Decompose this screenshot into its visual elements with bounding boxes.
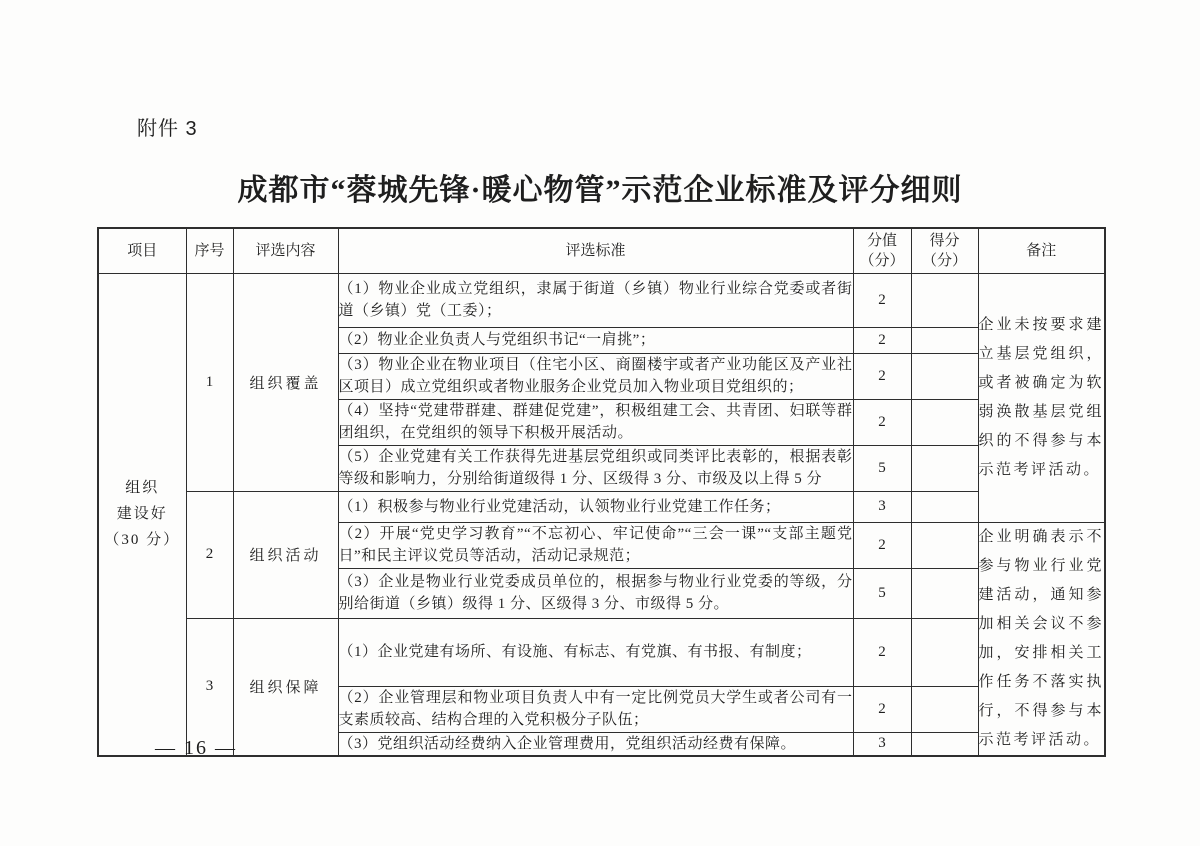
table-row: [98, 491, 1105, 522]
score-cell: 3: [853, 491, 911, 522]
gained-cell: [911, 522, 978, 568]
standard-cell: （1）物业企业成立党组织，隶属于街道（乡镇）物业行业综合党委或者街道（乡镇）党（工委）；: [338, 273, 853, 327]
gained-cell: [911, 353, 978, 399]
score-cell: 2: [853, 273, 911, 327]
header-score-line2: （分）: [859, 252, 905, 269]
standard-cell: （1）积极参与物业行业党建活动，认领物业行业党建工作任务；: [338, 491, 853, 522]
standard-cell: （2）物业企业负责人与党组织书记“一肩挑”；: [338, 327, 853, 353]
header-score-line1: 分值: [866, 232, 897, 249]
standard-cell: （1）企业党建有场所、有设施、有标志、有党旗、有书报、有制度；: [338, 618, 853, 686]
gained-cell: [911, 686, 978, 732]
gained-cell: [911, 568, 978, 618]
remark-cell-1: 企业未按要求建立基层党组织，或者被确定为软弱涣散基层党组织的不得参与本示范考评活动。: [978, 273, 1105, 522]
header-index: 序号: [186, 228, 233, 273]
attachment-label: 附件 3: [137, 118, 198, 140]
remark-cell-2: 企业明确表示不参与物业行业党建活动，通知参加相关会议不参加，安排相关工作任务不落实执行，不得参与本示范考评活动。: [978, 522, 1105, 756]
standard-cell: （3）党组织活动经费纳入企业管理费用，党组织活动经费有保障。: [338, 732, 853, 756]
gained-cell: [911, 327, 978, 353]
gained-cell: [911, 399, 978, 445]
header-project: 项目: [98, 228, 186, 273]
section-content-3: 组织保障: [233, 618, 338, 756]
table-row: [98, 618, 1105, 686]
header-content: 评选内容: [233, 228, 338, 273]
gained-cell: [911, 491, 978, 522]
score-cell: 2: [853, 353, 911, 399]
score-cell: 3: [853, 732, 911, 756]
gained-cell: [911, 445, 978, 491]
project-cell: [98, 273, 186, 756]
project-line3: （30 分）: [104, 532, 181, 548]
score-cell: 5: [853, 445, 911, 491]
score-cell: 2: [853, 327, 911, 353]
standard-cell: （3）物业企业在物业项目（住宅小区、商圈楼宇或者产业功能区及产业社区项目）成立党组织或者物业服务企业党员加入物业项目党组织的；: [338, 353, 853, 399]
section-index-3: 3: [186, 618, 233, 756]
score-cell: 2: [853, 399, 911, 445]
score-cell: 2: [853, 522, 911, 568]
header-remark: 备注: [978, 228, 1105, 273]
project-line1: 组织: [125, 480, 160, 496]
table-header-row: [98, 228, 1105, 273]
table-row: [98, 273, 1105, 327]
header-standard: 评选标准: [338, 228, 853, 273]
standard-cell: （5）企业党建有关工作获得先进基层党组织或同类评比表彰的，根据表彰等级和影响力，分别给街道级得 1 分、区级得 3 分、市级及以上得 5 分: [338, 445, 853, 491]
standard-cell: （2）开展“党史学习教育”“不忘初心、牢记使命”“三会一课”“支部主题党日”和民主评议党员等活动，活动记录规范；: [338, 522, 853, 568]
score-cell: 2: [853, 686, 911, 732]
gained-cell: [911, 732, 978, 756]
page-number: — 16 —: [155, 737, 237, 759]
project-line2: 建设好: [116, 506, 168, 522]
gained-cell: [911, 273, 978, 327]
header-gained-line2: （分）: [921, 252, 967, 269]
standard-cell: （2）企业管理层和物业项目负责人中有一定比例党员大学生或者公司有一支素质较高、结构合理的入党积极分子队伍；: [338, 686, 853, 732]
page-title: 成都市“蓉城先锋·暖心物管”示范企业标准及评分细则: [237, 174, 963, 207]
score-cell: 2: [853, 618, 911, 686]
section-content-2: 组织活动: [233, 491, 338, 618]
header-gained: [911, 228, 978, 273]
standard-cell: （3）企业是物业行业党委成员单位的，根据参与物业行业党委的等级，分别给街道（乡镇）级得 1 分、区级得 3 分、市级得 5 分。: [338, 568, 853, 618]
section-index-2: 2: [186, 491, 233, 618]
header-gained-line1: 得分: [929, 232, 960, 249]
standard-cell: （4）坚持“党建带群建、群建促党建”，积极组建工会、共青团、妇联等群团组织，在党组织的领导下积极开展活动。: [338, 399, 853, 445]
gained-cell: [911, 618, 978, 686]
section-content-1: 组织覆盖: [233, 273, 338, 491]
header-score: [853, 228, 911, 273]
section-index-1: 1: [186, 273, 233, 491]
score-cell: 5: [853, 568, 911, 618]
evaluation-table: [97, 227, 1106, 757]
